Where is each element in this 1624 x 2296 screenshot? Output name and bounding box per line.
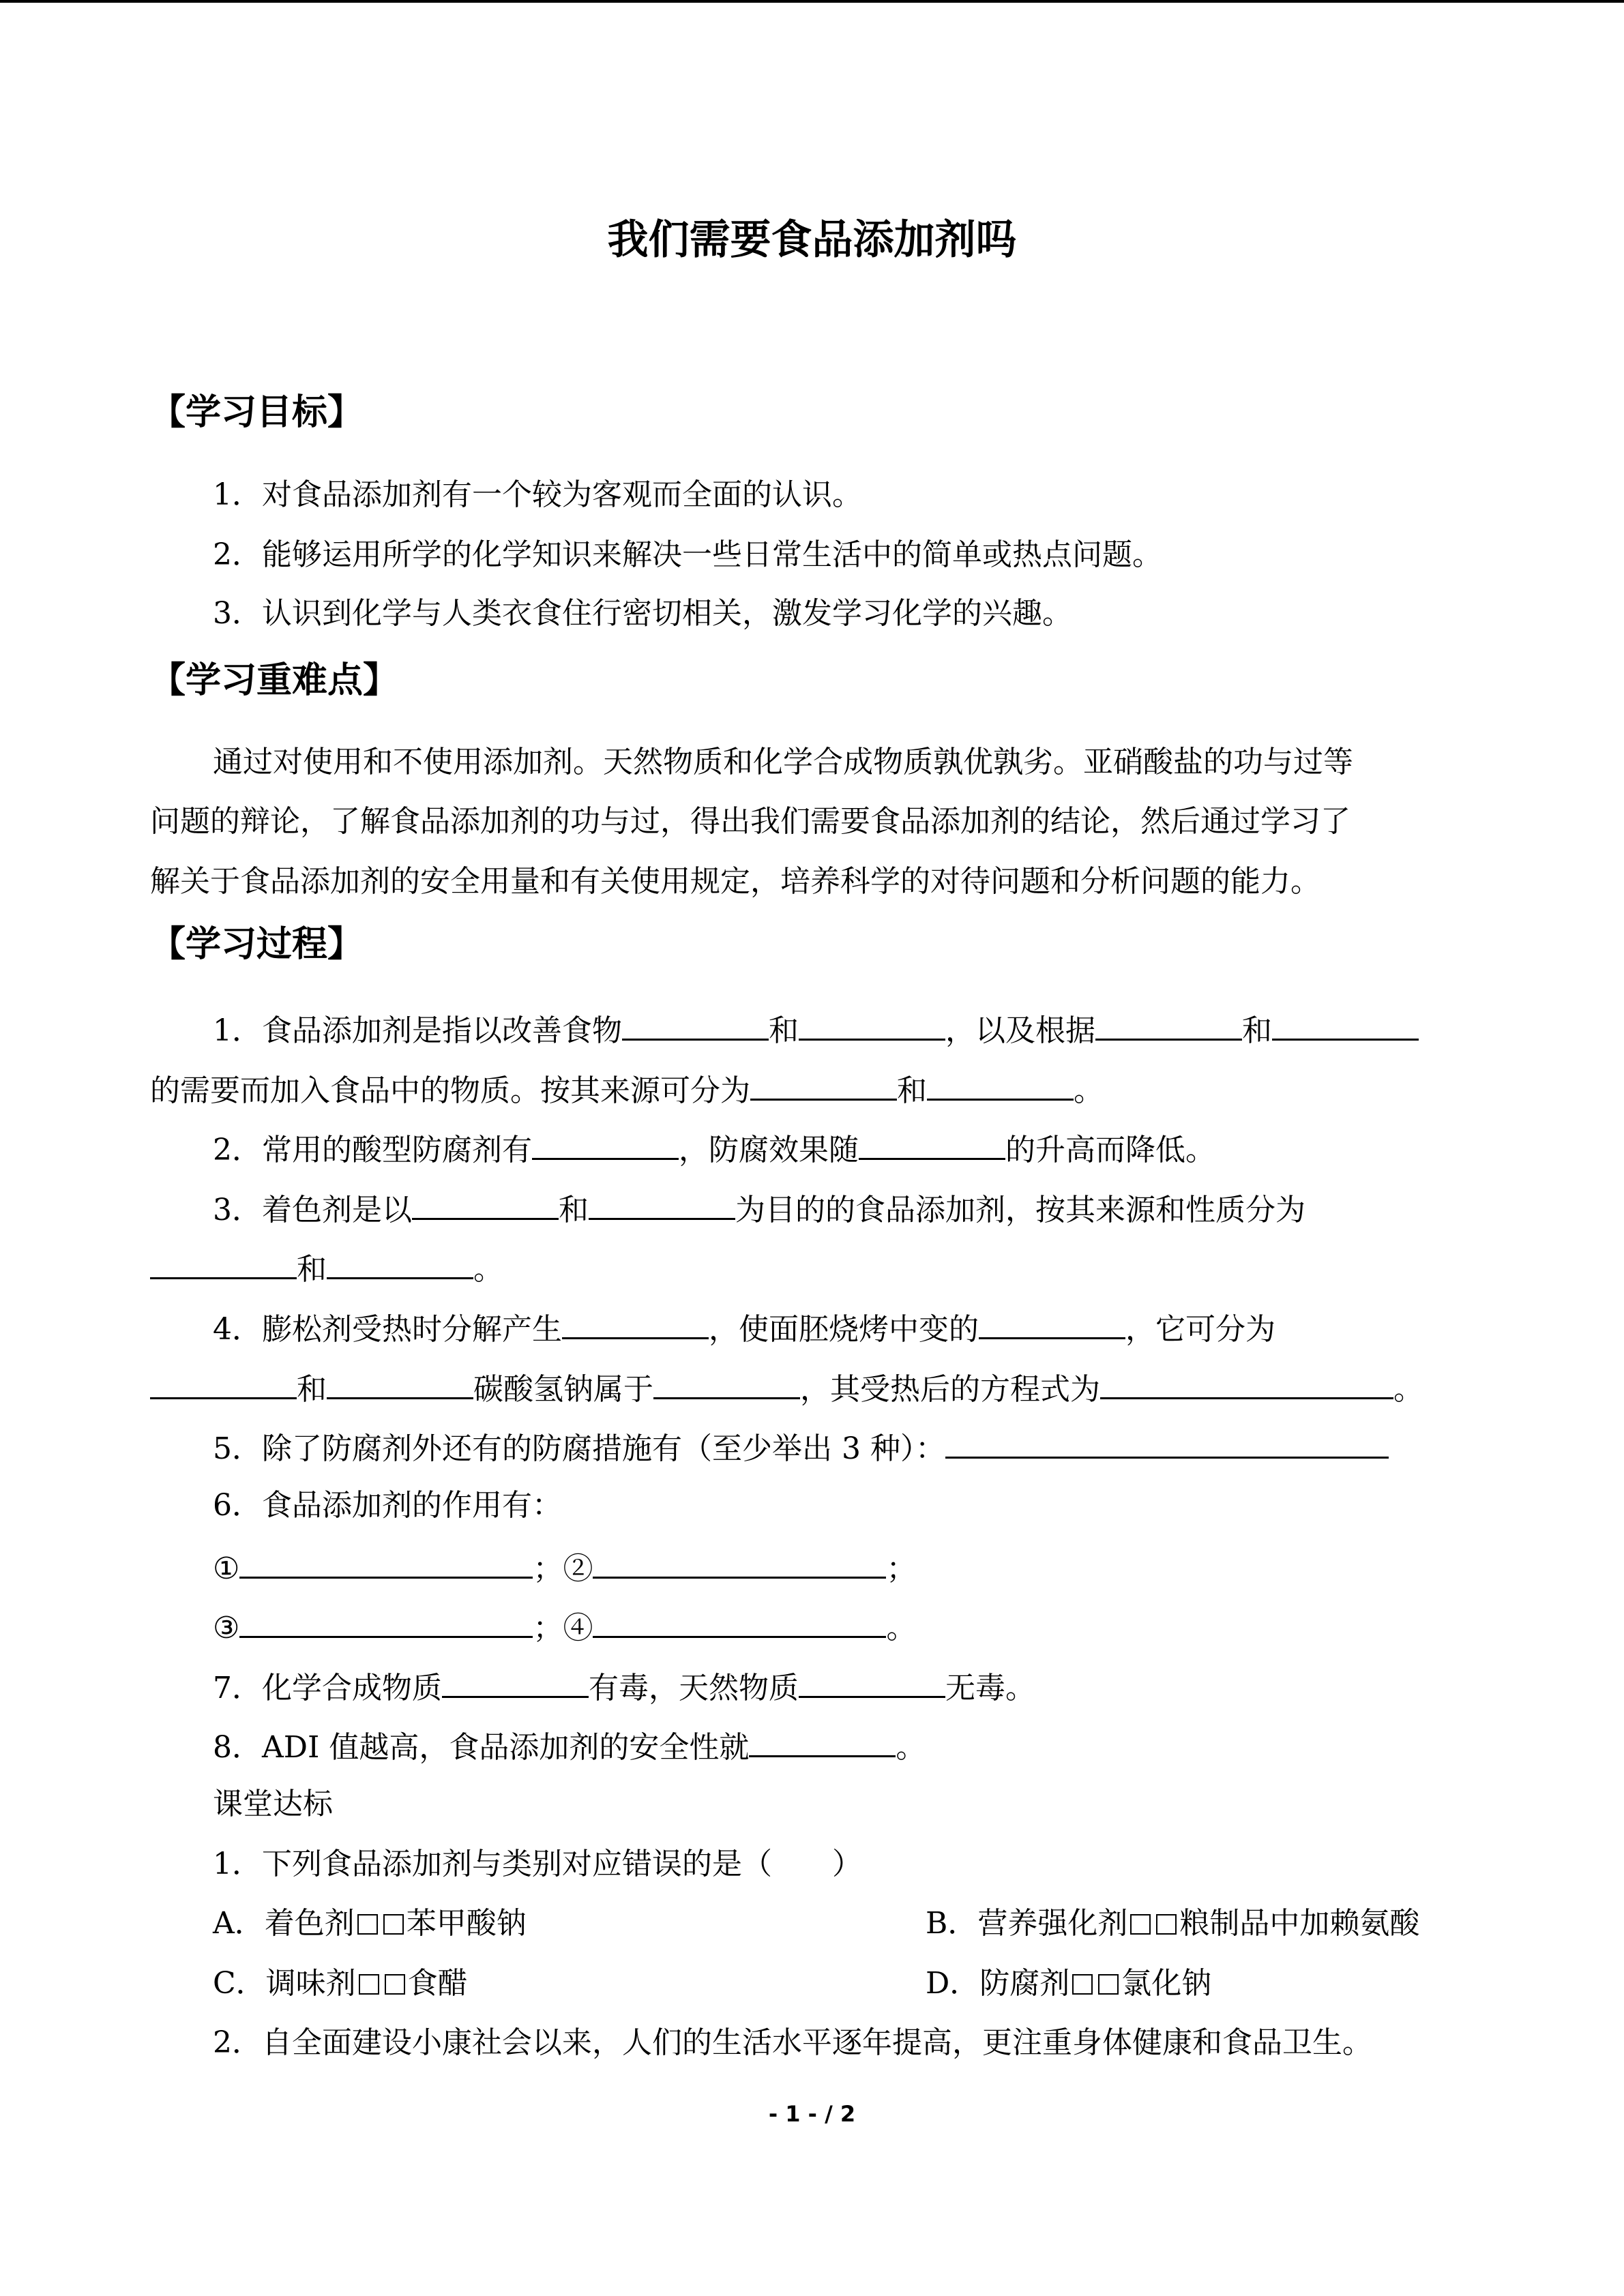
mc-question-1: 1．下列食品添加剂与类别对应错误的是（ ） — [213, 1847, 862, 1881]
answer-blank[interactable] — [1095, 1007, 1242, 1041]
class-check-heading: 课堂达标 — [213, 1787, 333, 1821]
question-4-line-2: 和 碳酸氢钠属于 ，其受热后的方程式为 。 — [150, 1366, 1423, 1410]
answer-blank[interactable] — [327, 1366, 473, 1399]
answer-blank[interactable] — [239, 1605, 533, 1638]
question-3-line-1: 3．着色剂是以 和 为目的的食品添加剂，按其来源和性质分为 — [213, 1187, 1305, 1231]
mc-options-row-2 — [213, 1963, 1509, 2004]
placeholder-box-icon — [357, 1914, 378, 1935]
option-b[interactable]: B．营养强化剂 粮制品中加赖氨酸 — [926, 1906, 1420, 1941]
placeholder-box-icon — [383, 1914, 404, 1935]
section-heading-key-points: 【学习重难点】 — [150, 660, 399, 701]
key-points-line: 通过对使用和不使用添加剂。天然物质和化学合成物质孰优孰劣。亚硝酸盐的功与过等 — [213, 745, 1353, 779]
section-heading-process: 【学习过程】 — [150, 924, 364, 965]
mc-options-row-1 — [213, 1903, 1509, 1944]
top-border — [0, 0, 1624, 3]
answer-blank[interactable] — [979, 1306, 1125, 1339]
question-1-line-2: 的需要而加入食品中的物质。按其来源可分为 和 。 — [150, 1067, 1104, 1112]
answer-blank[interactable] — [799, 1665, 945, 1698]
question-1-line-1: 1．食品添加剂是指以改善食物 和 ，以及根据 和 — [213, 1007, 1419, 1052]
objective-item: 1．对食品添加剂有一个较为客观而全面的认识。 — [213, 477, 862, 512]
option-c[interactable]: C．调味剂 食醋 — [213, 1966, 468, 2001]
placeholder-box-icon — [1130, 1914, 1151, 1935]
page-title: 我们需要食品添加剂吗 — [607, 216, 1017, 264]
answer-blank[interactable] — [562, 1306, 709, 1339]
question-6: 6．食品添加剂的作用有： — [213, 1488, 562, 1523]
placeholder-box-icon — [385, 1974, 405, 1995]
question-8: 8．ADI 值越高，食品添加剂的安全性就 。 — [213, 1724, 926, 1768]
question-7: 7．化学合成物质 有毒，天然物质 无毒。 — [213, 1665, 1035, 1709]
answer-blank[interactable] — [327, 1246, 473, 1279]
question-6-line-2: ③ ；④ 。 — [213, 1605, 916, 1649]
answer-blank[interactable] — [622, 1007, 769, 1041]
placeholder-box-icon — [1098, 1974, 1119, 1995]
answer-blank[interactable] — [589, 1187, 735, 1220]
answer-blank[interactable] — [593, 1605, 886, 1638]
key-points-line: 解关于食品添加剂的安全用量和有关使用规定，培养科学的对待问题和分析问题的能力。 — [150, 864, 1320, 899]
question-3-line-2: 和 。 — [150, 1246, 503, 1290]
answer-blank[interactable] — [412, 1187, 559, 1220]
answer-blank[interactable] — [750, 1067, 897, 1101]
answer-blank[interactable] — [749, 1724, 896, 1757]
answer-blank[interactable] — [859, 1127, 1005, 1160]
key-points-line: 问题的辩论，了解食品添加剂的功与过，得出我们需要食品添加剂的结论，然后通过学习了 — [150, 804, 1350, 839]
answer-blank[interactable] — [593, 1545, 886, 1579]
answer-blank[interactable] — [1100, 1366, 1393, 1399]
option-a[interactable]: A．着色剂 苯甲酸钠 — [213, 1906, 527, 1941]
answer-blank[interactable] — [150, 1246, 297, 1279]
answer-blank[interactable] — [239, 1545, 533, 1579]
placeholder-box-icon — [1072, 1974, 1093, 1995]
objective-item: 2．能够运用所学的化学知识来解决一些日常生活中的简单或热点问题。 — [213, 537, 1162, 572]
objective-item: 3．认识到化学与人类衣食住行密切相关，激发学习化学的兴趣。 — [213, 596, 1072, 631]
placeholder-box-icon — [1156, 1914, 1177, 1935]
page-number: - 1 - / 2 — [768, 2101, 856, 2127]
answer-blank[interactable] — [150, 1366, 297, 1399]
question-5: 5．除了防腐剂外还有的防腐措施有（至少举出 3 种）： — [213, 1425, 1389, 1470]
answer-blank[interactable] — [442, 1665, 589, 1698]
placeholder-box-icon — [359, 1974, 379, 1995]
question-4-line-1: 4．膨松剂受热时分解产生 ，使面胚烧烤中变的 ，它可分为 — [213, 1306, 1275, 1350]
option-d[interactable]: D．防腐剂 氯化钠 — [926, 1966, 1212, 2001]
answer-blank[interactable] — [799, 1007, 945, 1041]
answer-blank[interactable] — [945, 1425, 1389, 1459]
section-heading-objectives: 【学习目标】 — [150, 392, 364, 433]
answer-blank[interactable] — [1272, 1007, 1419, 1041]
question-2: 2．常用的酸型防腐剂有 ，防腐效果随 的升高而降低。 — [213, 1127, 1215, 1171]
answer-blank[interactable] — [653, 1366, 800, 1399]
question-last: 2．自全面建设小康社会以来，人们的生活水平逐年提高，更注重身体健康和食品卫生。 — [213, 2025, 1372, 2060]
question-6-line-1: ① ；② ； — [213, 1545, 916, 1590]
answer-blank[interactable] — [532, 1127, 679, 1160]
answer-blank[interactable] — [927, 1067, 1074, 1101]
